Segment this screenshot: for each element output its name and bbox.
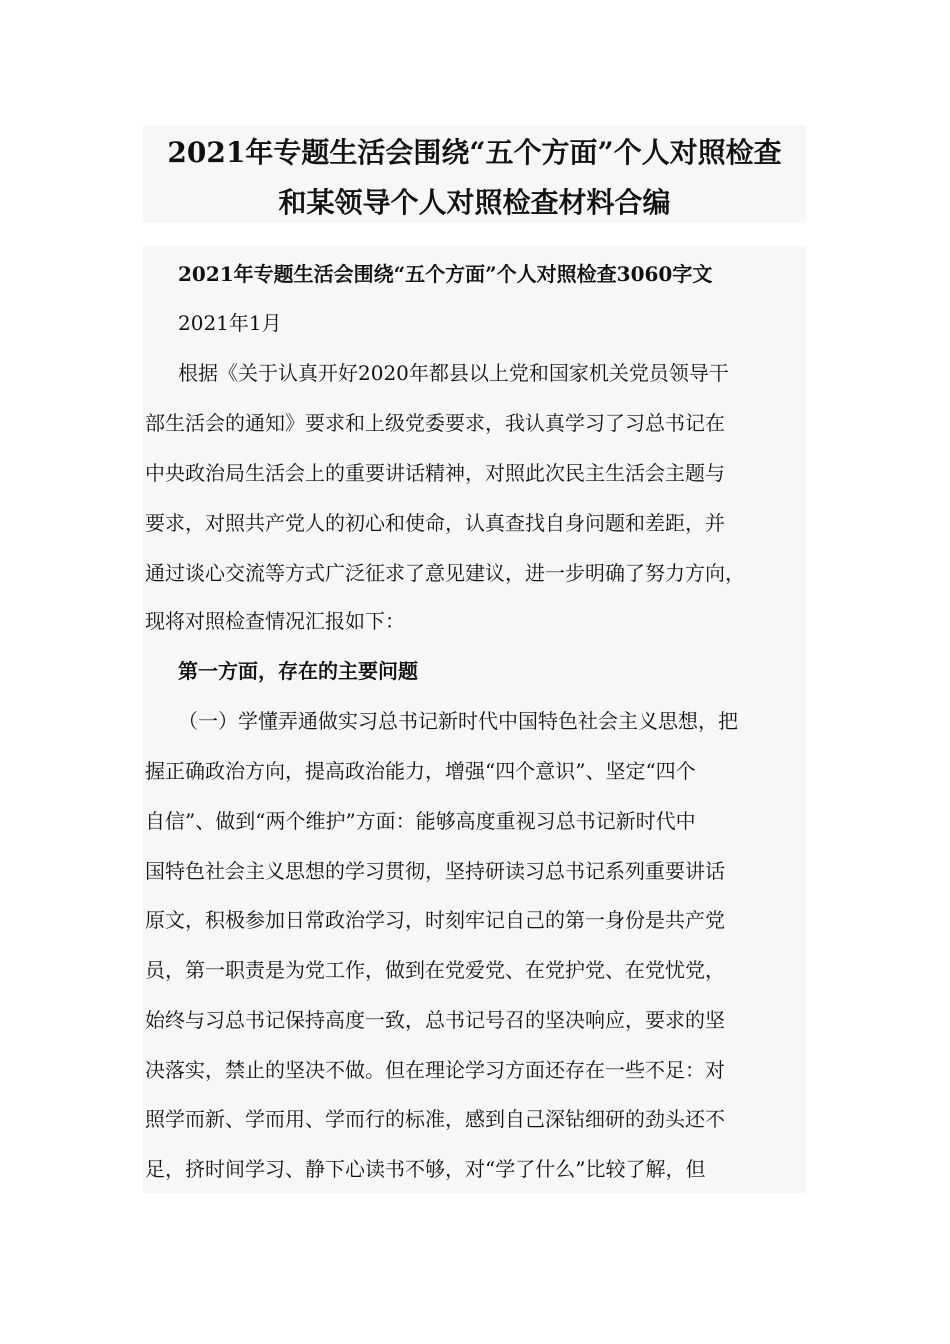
intro-line: 通过谈心交流等方式广泛征求了意见建议，进一步明确了努力方向，	[145, 561, 745, 585]
intro-line: 部生活会的通知》要求和上级党委要求，我认真学习了习总书记在	[145, 411, 725, 435]
section-line: 照学而新、学而用、学而行的标准，感到自己深钻细研的劲头还不	[145, 1107, 725, 1131]
section-line: 决落实，禁止的坚决不做。但在理论学习方面还存在一些不足：对	[145, 1058, 725, 1082]
document-date: 2021年1月	[178, 311, 282, 335]
document-title-line-2: 和某领导个人对照检查材料合编	[278, 186, 671, 219]
section-line: 国特色社会主义思想的学习贯彻，坚持研读习总书记系列重要讲话	[145, 859, 725, 883]
document-subtitle: 2021年专题生活会围绕“五个方面”个人对照检查3060字文	[178, 262, 713, 286]
document-title-line-1: 2021年专题生活会围绕“五个方面”个人对照检查	[167, 136, 782, 169]
section-line: （一）学懂弄通做实习总书记新时代中国特色社会主义思想，把	[178, 709, 738, 733]
section-line: 足，挤时间学习、静下心读书不够，对“学了什么”比较了解，但	[145, 1157, 706, 1181]
section-line: 始终与习总书记保持高度一致，总书记号召的坚决响应，要求的坚	[145, 1008, 725, 1032]
document-body	[143, 246, 806, 1193]
section-line: 员，第一职责是为党工作，做到在党爱党、在党护党、在党忧党，	[145, 958, 725, 982]
intro-line: 要求，对照共产党人的初心和使命，认真查找自身问题和差距，并	[145, 511, 725, 535]
document-title-block	[143, 125, 806, 223]
intro-line: 现将对照检查情况汇报如下：	[145, 609, 405, 633]
section-line: 握正确政治方向，提高政治能力，增强“四个意识”、坚定“四个	[145, 759, 696, 783]
section-heading: 第一方面，存在的主要问题	[178, 659, 418, 683]
section-line: 原文，积极参加日常政治学习，时刻牢记自己的第一身份是共产党	[145, 908, 725, 932]
section-line: 自信”、做到“两个维护”方面：能够高度重视习总书记新时代中	[145, 809, 696, 833]
intro-line: 根据《关于认真开好2020年都县以上党和国家机关党员领导干	[178, 361, 729, 385]
intro-line: 中央政治局生活会上的重要讲话精神，对照此次民主生活会主题与	[145, 461, 725, 485]
